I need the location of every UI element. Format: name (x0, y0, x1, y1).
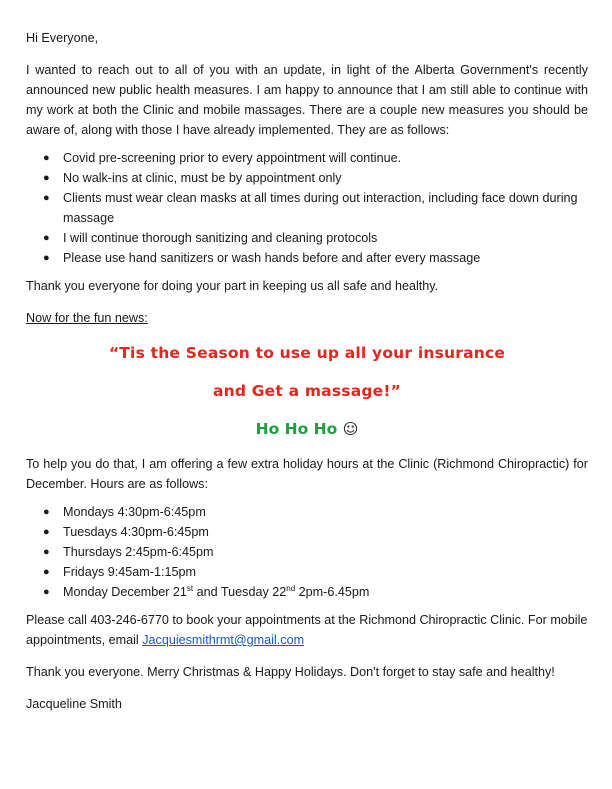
hours-list (26, 502, 588, 602)
signature: Jacqueline Smith (26, 697, 122, 711)
email-link[interactable]: Jacquiesmithrmt@gmail.com (142, 633, 305, 647)
list-item: ● Monday December 21st and Tuesday 22nd 2pm-6.45pm (63, 582, 588, 602)
bullet-icon: ● (43, 546, 50, 558)
bullet-icon: ● (43, 506, 50, 518)
list-item: ● Clients must wear clean masks at all times during out interaction, including face down during massage (63, 188, 588, 228)
closing-paragraph: Thank you everyone. Merry Christmas & Happy Holidays. Don't forget to stay safe and healthy! (26, 665, 555, 679)
bullet-icon: ● (43, 172, 50, 184)
greeting: Hi Everyone, (26, 31, 99, 45)
fun-news-heading: Now for the fun news: (26, 311, 148, 325)
ho-ho-ho: Ho Ho Ho ☺ (255, 420, 359, 438)
list-item: ● Mondays 4:30pm-6:45pm (63, 502, 588, 522)
intro-paragraph: I wanted to reach out to all of you with an update, in light of the Alberta Government's recently announced new public health measures. I am happy to announce that I am still able to continue with my work at both the Clinic and mobile massages. There are a couple new measures you should be aware of, along with those I have already implemented. They are as follows: (26, 63, 588, 137)
thanks-paragraph: Thank you everyone for doing your part in keeping us all safe and healthy. (26, 279, 439, 293)
bullet-icon: ● (43, 232, 50, 244)
bullet-icon: ● (43, 566, 50, 578)
list-item: ● Thursdays 2:45pm-6:45pm (63, 542, 588, 562)
list-item: ● No walk-ins at clinic, must be by appointment only (63, 168, 588, 188)
bullet-icon: ● (43, 252, 50, 264)
bullet-icon: ● (43, 526, 50, 538)
bullet-icon: ● (43, 152, 50, 164)
measures-list (26, 148, 588, 268)
slogan-line-1: “Tis the Season to use up all your insurance (108, 344, 506, 362)
list-item: ● Covid pre-screening prior to every appointment will continue. (63, 148, 588, 168)
contact-paragraph: Please call 403-246-6770 to book your appointments at the Richmond Chiropractic Clinic. For mobile appointments, email Jacquiesmithrmt@gmail.com (26, 613, 588, 647)
list-item: ● Tuesdays 4:30pm-6:45pm (63, 522, 588, 542)
slogan-line-2: and Get a massage!” (212, 382, 402, 400)
list-item: ● I will continue thorough sanitizing and cleaning protocols (63, 228, 588, 248)
smiley-icon: ☺ (342, 420, 359, 438)
bullet-icon: ● (43, 586, 50, 598)
bullet-icon: ● (43, 192, 50, 204)
offer-paragraph: To help you do that, I am offering a few extra holiday hours at the Clinic (Richmond Chiropractic) for December. Hours are as follows: (26, 457, 588, 491)
list-item: ● Fridays 9:45am-1:15pm (63, 562, 588, 582)
list-item: ● Please use hand sanitizers or wash hands before and after every massage (63, 248, 588, 268)
